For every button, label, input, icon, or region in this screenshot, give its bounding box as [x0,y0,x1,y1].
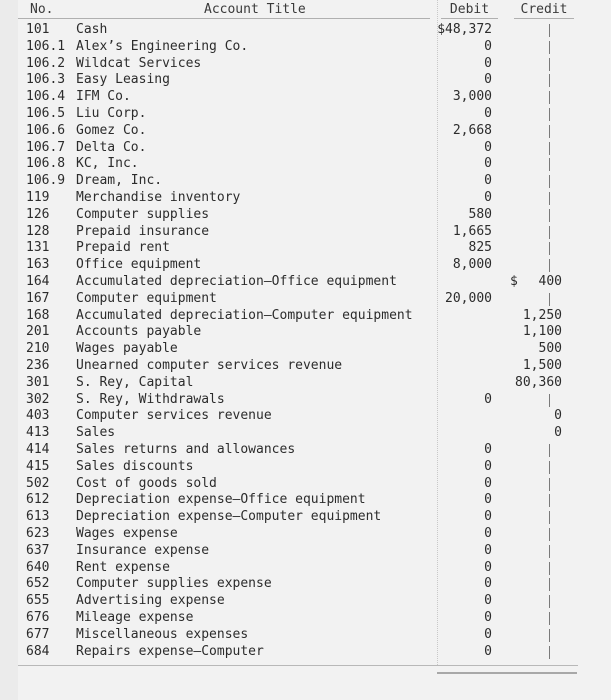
table-bottom-rule [18,665,578,666]
debit-amount[interactable]: 0 [484,643,492,659]
table-row [0,374,611,391]
debit-amount[interactable]: 0 [484,173,492,189]
account-number: 623 [26,526,50,541]
table-row [0,441,611,458]
debit-amount[interactable]: 3,000 [452,89,492,105]
account-number: 106.8 [26,156,66,172]
debit-header-underline [441,18,498,19]
debit-amount[interactable]: 825 [468,240,492,256]
account-number: 677 [26,626,50,642]
debit-amount[interactable]: 0 [484,542,492,558]
credit-amount[interactable] [500,424,562,441]
account-title: Liu Corp. [76,106,147,121]
table-row [0,323,611,340]
currency-symbol: $ [510,274,518,289]
debit-amount[interactable]: 0 [484,442,492,457]
debit-amount[interactable]: 0 [484,492,492,508]
credit-input-cursor[interactable] [549,545,550,558]
credit-input-cursor[interactable] [549,41,550,54]
account-title: Rent expense [76,559,170,575]
debit-amount[interactable]: 0 [484,559,492,575]
account-title: Depreciation expense—Office equipment [76,492,366,508]
header-account-title: Account Title [204,2,306,17]
debit-amount[interactable]: 0 [484,139,492,155]
credit-input-cursor[interactable] [549,226,550,239]
debit-amount[interactable]: $48,372 [437,22,492,37]
debit-amount[interactable]: 0 [484,626,492,642]
table-row [0,559,611,576]
debit-amount[interactable]: 0 [484,38,492,54]
table-row [0,424,611,441]
account-number: 640 [26,559,50,575]
account-title: KC, Inc. [76,156,139,172]
table-row [0,391,611,408]
account-number: 128 [26,223,50,239]
credit-value: 1,250 [522,307,562,323]
credit-value: 80,360 [515,374,562,390]
table-row [0,172,611,189]
account-title: Advertising expense [76,593,225,609]
credit-input-cursor[interactable] [549,24,550,37]
account-number: 302 [26,391,50,407]
table-row [0,592,611,609]
debit-amount[interactable]: 0 [484,106,492,121]
account-title: Prepaid insurance [76,223,210,239]
account-number: 403 [26,408,50,424]
debit-amount[interactable]: 0 [484,526,492,541]
account-number: 210 [26,341,50,357]
header-debit: Debit [449,2,490,17]
table-row [0,55,611,72]
table-row [0,307,611,324]
credit-value: 400 [538,274,562,289]
account-number: 414 [26,442,50,457]
account-title: Cash [76,22,108,37]
table-row [0,609,611,626]
table-row [0,491,611,508]
credit-input-cursor[interactable] [549,478,550,491]
account-title: S. Rey, Capital [76,374,194,390]
credit-value: 0 [554,425,562,441]
credit-input-cursor[interactable] [549,562,550,575]
table-row [0,290,611,307]
table-row [0,475,611,492]
account-number: 106.3 [26,72,66,88]
credit-value: 1,500 [522,358,562,373]
debit-amount[interactable]: 0 [484,593,492,609]
debit-amount[interactable]: 0 [484,391,492,407]
account-title: Cost of goods sold [76,475,217,491]
table-row [0,189,611,206]
account-number: 106.7 [26,139,66,155]
account-title: Wages payable [76,341,178,357]
debit-amount[interactable]: 0 [484,610,492,625]
totals-rule [437,672,577,674]
account-title: Sales discounts [76,458,194,474]
table-row [0,155,611,172]
account-title: Depreciation expense—Computer equipment [76,509,382,525]
credit-input-cursor[interactable] [549,394,550,407]
credit-input-cursor[interactable] [549,444,550,457]
account-title: Wildcat Services [76,55,202,71]
table-row [0,256,611,273]
account-number: 236 [26,358,50,373]
account-title: Dream, Inc. [76,173,163,189]
account-title: Alex’s Engineering Co. [76,38,249,54]
table-row [0,21,611,38]
debit-amount[interactable]: 8,000 [452,257,492,273]
credit-input-cursor[interactable] [549,528,550,541]
table-row [0,575,611,592]
credit-input-cursor[interactable] [549,158,550,171]
credit-input-cursor[interactable] [549,595,550,608]
account-title: Wages expense [76,526,178,541]
account-number: 163 [26,257,50,273]
debit-amount[interactable]: 0 [484,190,492,205]
credit-input-cursor[interactable] [549,578,550,591]
account-number: 126 [26,206,50,222]
account-title: Repairs expense—Computer [76,643,264,659]
debit-amount[interactable]: 20,000 [445,290,492,306]
credit-input-cursor[interactable] [549,74,550,87]
debit-amount[interactable]: 580 [468,206,492,222]
credit-input-cursor[interactable] [549,58,550,71]
table-row [0,340,611,357]
credit-input-cursor[interactable] [549,494,550,507]
account-title: Easy Leasing [76,72,170,88]
credit-input-cursor[interactable] [549,293,550,306]
debit-amount[interactable]: 1,665 [452,223,492,239]
account-number: 106.1 [26,38,66,54]
account-number: 676 [26,610,50,625]
table-row [0,239,611,256]
credit-value: 1,100 [522,324,562,340]
table-row [0,223,611,240]
account-number: 612 [26,492,50,508]
account-title: Sales [76,425,116,441]
account-number: 415 [26,458,50,474]
account-title: Computer equipment [76,290,217,306]
credit-input-cursor[interactable] [549,646,550,659]
table-row [0,139,611,156]
debit-amount[interactable]: 2,668 [452,122,492,138]
credit-input-cursor[interactable] [549,242,550,255]
account-title: S. Rey, Withdrawals [76,391,225,407]
account-title: Office equipment [76,257,202,273]
table-row [0,273,611,290]
account-title: Insurance expense [76,542,210,558]
header-credit: Credit [520,2,568,17]
table-row [0,407,611,424]
account-title: Computer services revenue [76,408,272,424]
account-title: Accumulated depreciation—Office equipment [76,274,397,289]
credit-amount[interactable] [500,323,562,340]
account-title: IFM Co. [76,89,131,105]
credit-input-cursor[interactable] [549,108,550,121]
credit-amount[interactable] [500,357,562,374]
table-row [0,525,611,542]
table-row [0,626,611,643]
credit-amount[interactable] [500,307,562,324]
account-number: 131 [26,240,50,256]
debit-amount[interactable]: 0 [484,576,492,592]
table-row [0,542,611,559]
account-title: Prepaid rent [76,240,170,256]
header-underline [18,18,430,19]
account-title: Delta Co. [76,139,147,155]
account-title: Computer supplies [76,206,210,222]
account-number: 101 [26,22,50,37]
account-number: 106.2 [26,55,66,71]
account-number: 164 [26,274,50,289]
account-title: Miscellaneous expenses [76,626,249,642]
credit-input-cursor[interactable] [549,511,550,524]
credit-input-cursor[interactable] [549,629,550,642]
credit-input-cursor[interactable] [549,612,550,625]
credit-input-cursor[interactable] [549,142,550,155]
credit-value: 0 [554,408,562,424]
account-number: 502 [26,475,50,491]
table-row [0,458,611,475]
credit-amount[interactable] [500,273,562,290]
account-number: 655 [26,593,50,609]
account-number: 168 [26,307,50,323]
account-number: 106.6 [26,122,66,138]
account-number: 106.5 [26,106,66,121]
account-title: Accounts payable [76,324,202,340]
account-number: 201 [26,324,50,340]
table-row [0,206,611,223]
credit-amount[interactable] [500,374,562,391]
debit-amount[interactable]: 0 [484,55,492,71]
credit-amount[interactable] [500,340,562,357]
table-row [0,38,611,55]
account-number: 167 [26,290,50,306]
credit-header-underline [514,18,574,19]
table-row [0,122,611,139]
table-row [0,508,611,525]
account-title: Computer supplies expense [76,576,272,592]
credit-amount[interactable] [500,407,562,424]
account-number: 106.4 [26,89,66,105]
table-row [0,357,611,374]
debit-amount[interactable]: 0 [484,475,492,491]
credit-input-cursor[interactable] [549,91,550,104]
debit-amount[interactable]: 0 [484,156,492,172]
account-number: 684 [26,643,50,659]
account-title: Accumulated depreciation—Computer equipment [76,307,413,323]
table-row [0,643,611,660]
header-account-number: No. [30,2,54,17]
table-row [0,71,611,88]
account-title: Merchandise inventory [76,190,241,205]
account-title: Sales returns and allowances [76,442,296,457]
credit-input-cursor[interactable] [549,461,550,474]
table-row [0,105,611,122]
account-title: Unearned computer services revenue [76,358,343,373]
debit-amount[interactable]: 0 [484,72,492,88]
credit-input-cursor[interactable] [549,259,550,272]
table-row [0,88,611,105]
credit-input-cursor[interactable] [549,192,550,205]
credit-value: 500 [538,341,562,357]
debit-amount[interactable]: 0 [484,458,492,474]
account-number: 413 [26,425,50,441]
account-number: 119 [26,190,50,205]
debit-amount[interactable]: 0 [484,509,492,525]
account-title: Mileage expense [76,610,194,625]
credit-input-cursor[interactable] [549,209,550,222]
credit-input-cursor[interactable] [549,125,550,138]
account-number: 637 [26,542,50,558]
account-number: 106.9 [26,173,66,189]
account-number: 652 [26,576,50,592]
credit-input-cursor[interactable] [549,175,550,188]
account-number: 613 [26,509,50,525]
account-title: Gomez Co. [76,122,147,138]
account-number: 301 [26,374,50,390]
